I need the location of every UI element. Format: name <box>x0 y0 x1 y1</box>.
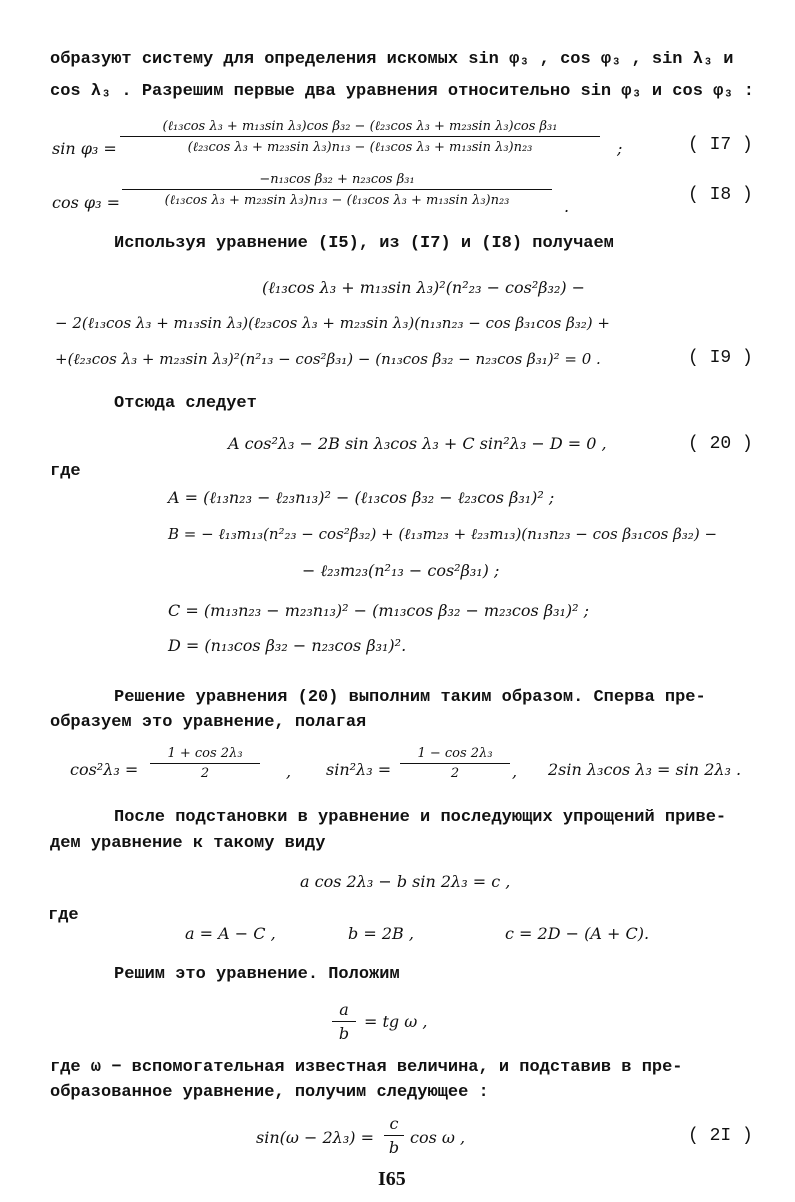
punctuation: . <box>564 197 570 216</box>
text-line: Решение уравнения (20) выполним таким образом. Сперва пре- <box>114 688 706 707</box>
text-line: Решим это уравнение. Положим <box>114 965 400 984</box>
definition-B-continued: − ℓ₂₃m₂₃(n²₁₃ − cos²β₃₁) ; <box>302 561 500 580</box>
fraction <box>400 746 510 781</box>
definition-C: C = (m₁₃n₂₃ − m₂₃n₁₃)² − (m₁₃cos β₃₂ − m₂₃cos β₃₁)² ; <box>168 601 590 620</box>
equation-lhs: cos²λ₃ = <box>70 760 139 779</box>
fraction <box>122 172 552 208</box>
equation-line: (ℓ₁₃cos λ₃ + m₁₃sin λ₃)²(n²₂₃ − cos²β₃₂) − <box>262 278 586 297</box>
equation-line: cos ω , <box>410 1128 466 1147</box>
coefficient-c: c = 2D − (A + C). <box>505 924 650 943</box>
coefficient-b: b = 2B , <box>348 924 414 943</box>
fraction <box>150 746 260 781</box>
definition-B: B = − ℓ₁₃m₁₃(n²₂₃ − cos²β₃₂) + (ℓ₁₃m₂₃ + ℓ₂₃m₁₃)(n₁₃n₂₃ − cos β₃₁cos β₃₂) − <box>168 525 718 543</box>
fraction-numerator: a <box>339 1000 349 1019</box>
definition-D: D = (n₁₃cos β₃₂ − n₂₃cos β₃₁)². <box>168 636 407 655</box>
text-line: где <box>50 462 81 481</box>
fraction-numerator: −n₁₃cos β₃₂ + n₂₃cos β₃₁ <box>259 172 415 187</box>
fraction <box>332 1000 356 1043</box>
text-line: где <box>48 906 79 925</box>
fraction-denominator: 2 <box>150 763 260 781</box>
equation-lhs: sin²λ₃ = <box>326 760 392 779</box>
punctuation: , <box>512 762 518 781</box>
punctuation: , <box>286 762 292 781</box>
equation-line: = tg ω , <box>364 1012 428 1031</box>
fraction-numerator: 1 + cos 2λ₃ <box>167 746 243 761</box>
fraction-denominator: (ℓ₁₃cos λ₃ + m₂₃sin λ₃)n₁₃ − (ℓ₁₃cos λ₃ + m₁₃sin λ₃)n₂₃ <box>122 189 552 208</box>
fraction-denominator: b <box>332 1021 356 1043</box>
equation-number: ( 2I ) <box>688 1126 753 1146</box>
equation-lhs: cos φ₃ = <box>52 193 120 212</box>
equation-line: − 2(ℓ₁₃cos λ₃ + m₁₃sin λ₃)(ℓ₂₃cos λ₃ + m₂₃sin λ₃)(n₁₃n₂₃ − cos β₃₁cos β₃₂) + <box>55 314 610 332</box>
page-number: I65 <box>378 1168 406 1190</box>
fraction-denominator: (ℓ₂₃cos λ₃ + m₂₃sin λ₃)n₁₃ − (ℓ₁₃cos λ₃ + m₁₃sin λ₃)n₂₃ <box>120 136 600 155</box>
equation-number: ( I7 ) <box>688 135 753 155</box>
equation-lhs: sin(ω − 2λ₃) = <box>256 1128 374 1147</box>
punctuation: ; <box>617 139 623 158</box>
equation-number: ( I8 ) <box>688 185 753 205</box>
fraction-numerator: 1 − cos 2λ₃ <box>417 746 493 761</box>
text-line: cos λ₃ . Разрешим первые два уравнения относительно sin φ₃ и cos φ₃ : <box>50 82 754 101</box>
equation-line: a cos 2λ₃ − b sin 2λ₃ = c , <box>300 872 511 891</box>
text-line: Используя уравнение (I5), из (I7) и (I8) получаем <box>114 234 614 253</box>
fraction-denominator: b <box>384 1135 404 1157</box>
text-line: где ω − вспомогательная известная величина, и подставив в пре- <box>50 1058 683 1077</box>
equation-line: A cos²λ₃ − 2B sin λ₃cos λ₃ + C sin²λ₃ − D = 0 , <box>228 434 607 453</box>
text-line: образуем это уравнение, полагая <box>50 713 367 732</box>
equation-number: ( I9 ) <box>688 348 753 368</box>
fraction <box>120 118 600 155</box>
text-line: После подстановки в уравнение и последующих упрощений приве- <box>114 808 727 827</box>
equation-number: ( 20 ) <box>688 434 753 454</box>
fraction-numerator: (ℓ₁₃cos λ₃ + m₁₃sin λ₃)cos β₃₂ − (ℓ₂₃cos λ₃ + m₂₃sin λ₃)cos β₃₁ <box>162 119 558 134</box>
text-line: образуют систему для определения искомых sin φ₃ , cos φ₃ , sin λ₃ и <box>50 50 734 69</box>
fraction-denominator: 2 <box>400 763 510 781</box>
fraction <box>384 1114 404 1157</box>
equation-line: +(ℓ₂₃cos λ₃ + m₂₃sin λ₃)²(n²₁₃ − cos²β₃₁) − (n₁₃cos β₃₂ − n₂₃cos β₃₁)² = 0 . <box>55 350 601 368</box>
text-line: образованное уравнение, получим следующее : <box>50 1083 489 1102</box>
text-line: Отсюда следует <box>114 394 257 413</box>
definition-A: A = (ℓ₁₃n₂₃ − ℓ₂₃n₁₃)² − (ℓ₁₃cos β₃₂ − ℓ₂₃cos β₃₁)² ; <box>168 488 555 507</box>
equation-lhs: sin φ₃ = <box>52 139 117 158</box>
fraction-numerator: c <box>389 1114 399 1133</box>
equation-line: 2sin λ₃cos λ₃ = sin 2λ₃ . <box>548 760 742 779</box>
text-line: дем уравнение к такому виду <box>50 834 326 853</box>
coefficient-a: a = A − C , <box>185 924 276 943</box>
